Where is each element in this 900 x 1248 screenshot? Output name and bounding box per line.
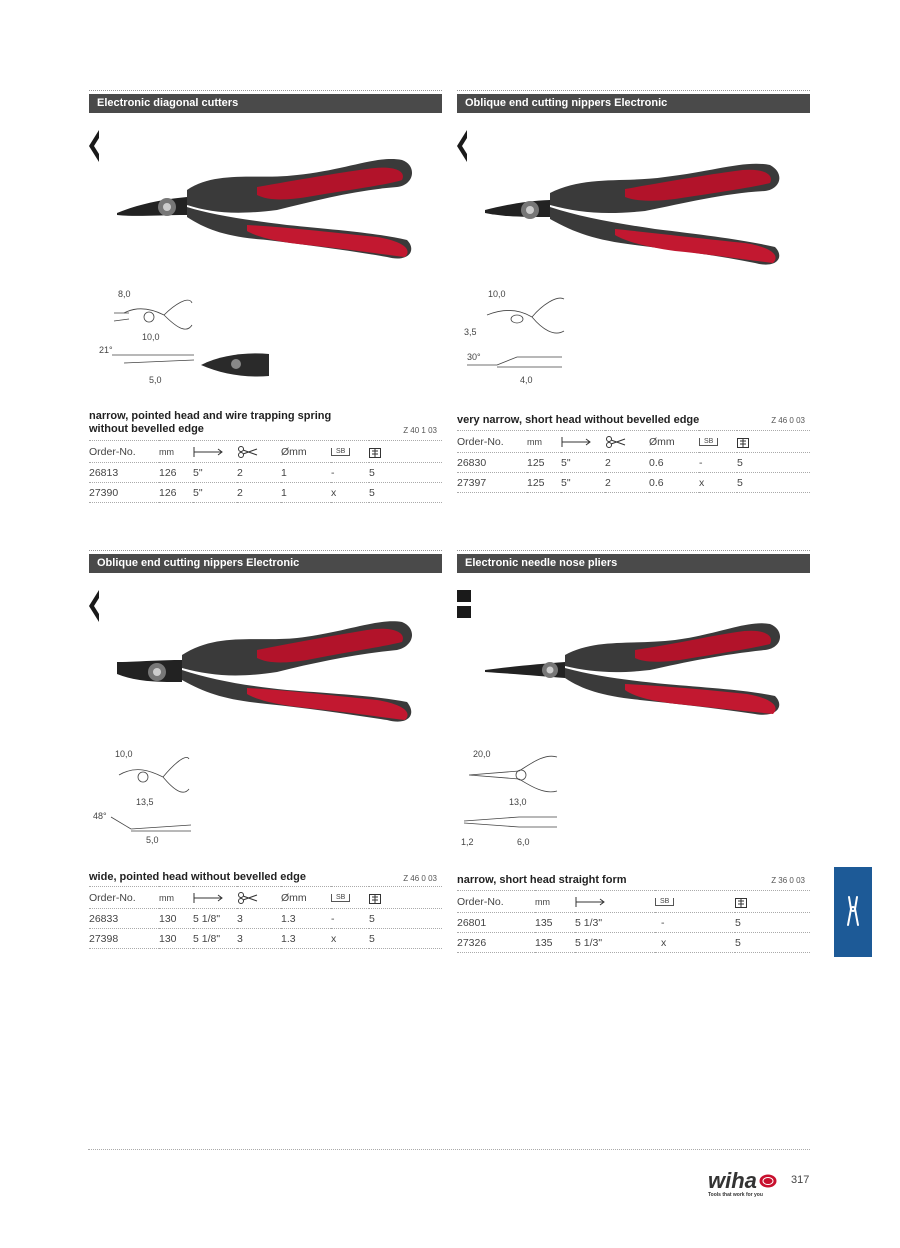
sb-value: - bbox=[699, 453, 737, 473]
dim-c: 5,0 bbox=[146, 835, 159, 845]
pack-qty: 5 bbox=[735, 933, 810, 953]
order-number: 26830 bbox=[457, 453, 527, 473]
sb-icon bbox=[331, 441, 369, 463]
spec-table bbox=[457, 430, 810, 493]
spec-table bbox=[89, 440, 442, 503]
cut-capacity: 3 bbox=[237, 929, 281, 949]
sb-value: - bbox=[331, 909, 369, 929]
length-mm-header bbox=[159, 441, 193, 463]
brand-emblem-icon bbox=[759, 1174, 777, 1188]
brand-name: wiha bbox=[708, 1168, 757, 1193]
dim-c: 6,0 bbox=[517, 837, 530, 847]
dim-angle: 1,2 bbox=[461, 837, 474, 847]
diameter: 0.6 bbox=[649, 453, 699, 473]
pliers-photo bbox=[117, 145, 417, 265]
z-code: Z 40 1 03 bbox=[403, 426, 437, 435]
length-inch: 5" bbox=[193, 483, 237, 503]
order-no-header: Order-No. bbox=[89, 441, 159, 463]
length-inch-icon bbox=[561, 431, 605, 453]
cut-capacity: 2 bbox=[605, 473, 649, 493]
page-number: 317 bbox=[791, 1174, 810, 1186]
package-icon bbox=[369, 441, 442, 463]
panel-oblique-nippers-wide bbox=[89, 550, 442, 970]
z-code: Z 46 0 03 bbox=[771, 416, 805, 425]
length-inch: 5 1/3" bbox=[575, 913, 655, 933]
divider bbox=[89, 550, 442, 551]
length-mm: 126 bbox=[159, 483, 193, 503]
sb-value: - bbox=[331, 463, 369, 483]
length-mm: 125 bbox=[527, 453, 561, 473]
length-inch: 5" bbox=[193, 463, 237, 483]
diameter-header: Ømm bbox=[281, 441, 331, 463]
sb-label: SB bbox=[699, 438, 718, 446]
product-subtitle bbox=[89, 410, 442, 436]
section-tab[interactable] bbox=[834, 867, 872, 957]
pliers-photo bbox=[117, 610, 417, 730]
dim-a: 8,0 bbox=[118, 289, 131, 299]
dimension-drawing bbox=[462, 285, 642, 390]
pliers-icon bbox=[834, 867, 872, 957]
subtitle-line: narrow, short head straight form bbox=[457, 874, 627, 886]
length-mm: 125 bbox=[527, 473, 561, 493]
cut-capacity: 2 bbox=[237, 463, 281, 483]
pack-qty: 5 bbox=[369, 929, 442, 949]
scissors-icon bbox=[605, 431, 649, 453]
order-number: 27390 bbox=[89, 483, 159, 503]
cut-capacity: 2 bbox=[237, 483, 281, 503]
z-code: Z 46 0 03 bbox=[403, 874, 437, 883]
diameter: 1 bbox=[281, 483, 331, 503]
length-inch: 5" bbox=[561, 473, 605, 493]
head-closeup-photo bbox=[201, 350, 269, 380]
order-no-header: Order-No. bbox=[457, 891, 535, 913]
dim-angle: 30° bbox=[467, 352, 481, 362]
sb-value: - bbox=[655, 913, 735, 933]
order-no-header: Order-No. bbox=[89, 887, 159, 909]
chevron-marker-icon bbox=[457, 130, 467, 162]
square-marker-icon bbox=[457, 590, 471, 620]
sb-value: x bbox=[331, 483, 369, 503]
package-icon bbox=[735, 891, 810, 913]
table-row bbox=[89, 929, 442, 949]
length-mm-header bbox=[535, 891, 575, 913]
sb-value: x bbox=[331, 929, 369, 949]
length-mm: 135 bbox=[535, 933, 575, 953]
pack-qty: 5 bbox=[369, 909, 442, 929]
length-inch: 5 1/8" bbox=[193, 909, 237, 929]
pliers-photo bbox=[485, 145, 785, 270]
pack-qty: 5 bbox=[369, 483, 442, 503]
table-row bbox=[89, 909, 442, 929]
dim-angle: 48° bbox=[93, 811, 107, 821]
order-number: 27326 bbox=[457, 933, 535, 953]
scissors-icon bbox=[237, 887, 281, 909]
product-subtitle bbox=[457, 874, 810, 887]
order-no-header: Order-No. bbox=[457, 431, 527, 453]
sb-value: x bbox=[655, 933, 735, 953]
subtitle-line: wide, pointed head without bevelled edge bbox=[89, 871, 306, 883]
product-subtitle bbox=[457, 414, 810, 427]
sb-icon bbox=[699, 431, 737, 453]
diameter: 1 bbox=[281, 463, 331, 483]
section-header: Oblique end cutting nippers Electronic bbox=[89, 554, 442, 573]
table-row bbox=[457, 933, 810, 953]
table-row bbox=[89, 483, 442, 503]
mm-label: mm bbox=[527, 436, 542, 447]
cut-capacity: 3 bbox=[237, 909, 281, 929]
length-inch-icon bbox=[575, 891, 655, 913]
table-row bbox=[89, 463, 442, 483]
dim-b: 13,5 bbox=[136, 797, 154, 807]
dimension-drawing bbox=[459, 745, 639, 850]
length-mm-header bbox=[527, 431, 561, 453]
diameter-header: Ømm bbox=[649, 431, 699, 453]
diameter: 0.6 bbox=[649, 473, 699, 493]
length-inch: 5" bbox=[561, 453, 605, 473]
pliers-photo bbox=[485, 610, 785, 725]
length-inch: 5 1/3" bbox=[575, 933, 655, 953]
length-mm: 130 bbox=[159, 929, 193, 949]
divider bbox=[89, 90, 442, 91]
table-row bbox=[457, 453, 810, 473]
section-header: Electronic diagonal cutters bbox=[89, 94, 442, 113]
dim-angle: 21° bbox=[99, 345, 113, 355]
subtitle-line: without bevelled edge bbox=[89, 423, 204, 435]
length-inch: 5 1/8" bbox=[193, 929, 237, 949]
length-mm: 130 bbox=[159, 909, 193, 929]
section-header: Electronic needle nose pliers bbox=[457, 554, 810, 573]
package-icon bbox=[369, 887, 442, 909]
mm-label: mm bbox=[159, 446, 174, 457]
package-icon bbox=[737, 431, 810, 453]
sb-icon bbox=[655, 891, 735, 913]
chevron-marker-icon bbox=[89, 590, 99, 622]
dim-a: 10,0 bbox=[488, 289, 506, 299]
dim-b: 3,5 bbox=[464, 327, 477, 337]
length-inch-icon bbox=[193, 441, 237, 463]
mm-label: mm bbox=[159, 892, 174, 903]
dim-c: 4,0 bbox=[520, 375, 533, 385]
brand-tagline: Tools that work for you bbox=[708, 1192, 763, 1198]
wiha-logo bbox=[708, 1168, 777, 1198]
dim-b: 10,0 bbox=[142, 332, 160, 342]
z-code: Z 36 0 03 bbox=[771, 876, 805, 885]
product-subtitle bbox=[89, 871, 442, 884]
order-number: 26813 bbox=[89, 463, 159, 483]
mm-label: mm bbox=[535, 896, 550, 907]
length-mm: 126 bbox=[159, 463, 193, 483]
spec-table bbox=[89, 886, 442, 949]
sb-label: SB bbox=[655, 898, 674, 906]
subtitle-line: very narrow, short head without bevelled edge bbox=[457, 414, 700, 426]
panel-needle-nose-pliers bbox=[457, 550, 810, 970]
sb-icon bbox=[331, 887, 369, 909]
table-row bbox=[457, 913, 810, 933]
dim-b: 13,0 bbox=[509, 797, 527, 807]
pack-qty: 5 bbox=[735, 913, 810, 933]
divider bbox=[457, 90, 810, 91]
diameter: 1.3 bbox=[281, 929, 331, 949]
sb-label: SB bbox=[331, 448, 350, 456]
dim-a: 20,0 bbox=[473, 749, 491, 759]
section-header: Oblique end cutting nippers Electronic bbox=[457, 94, 810, 113]
dim-c: 5,0 bbox=[149, 375, 162, 385]
length-mm-header bbox=[159, 887, 193, 909]
spec-table bbox=[457, 890, 810, 953]
pack-qty: 5 bbox=[737, 473, 810, 493]
diameter-header: Ømm bbox=[281, 887, 331, 909]
chevron-marker-icon bbox=[89, 130, 99, 162]
dim-a: 10,0 bbox=[115, 749, 133, 759]
diameter: 1.3 bbox=[281, 909, 331, 929]
order-number: 26833 bbox=[89, 909, 159, 929]
table-row bbox=[457, 473, 810, 493]
order-number: 27397 bbox=[457, 473, 527, 493]
order-number: 26801 bbox=[457, 913, 535, 933]
footer-divider bbox=[88, 1149, 810, 1150]
scissors-icon bbox=[237, 441, 281, 463]
order-number: 27398 bbox=[89, 929, 159, 949]
length-mm: 135 bbox=[535, 913, 575, 933]
pack-qty: 5 bbox=[737, 453, 810, 473]
panel-diagonal-cutters bbox=[89, 90, 442, 510]
divider bbox=[457, 550, 810, 551]
length-inch-icon bbox=[193, 887, 237, 909]
sb-value: x bbox=[699, 473, 737, 493]
panel-oblique-nippers-narrow bbox=[457, 90, 810, 510]
sb-label: SB bbox=[331, 894, 350, 902]
cut-capacity: 2 bbox=[605, 453, 649, 473]
pack-qty: 5 bbox=[369, 463, 442, 483]
dimension-drawing bbox=[91, 745, 271, 850]
subtitle-line: narrow, pointed head and wire trapping spring bbox=[89, 410, 332, 422]
